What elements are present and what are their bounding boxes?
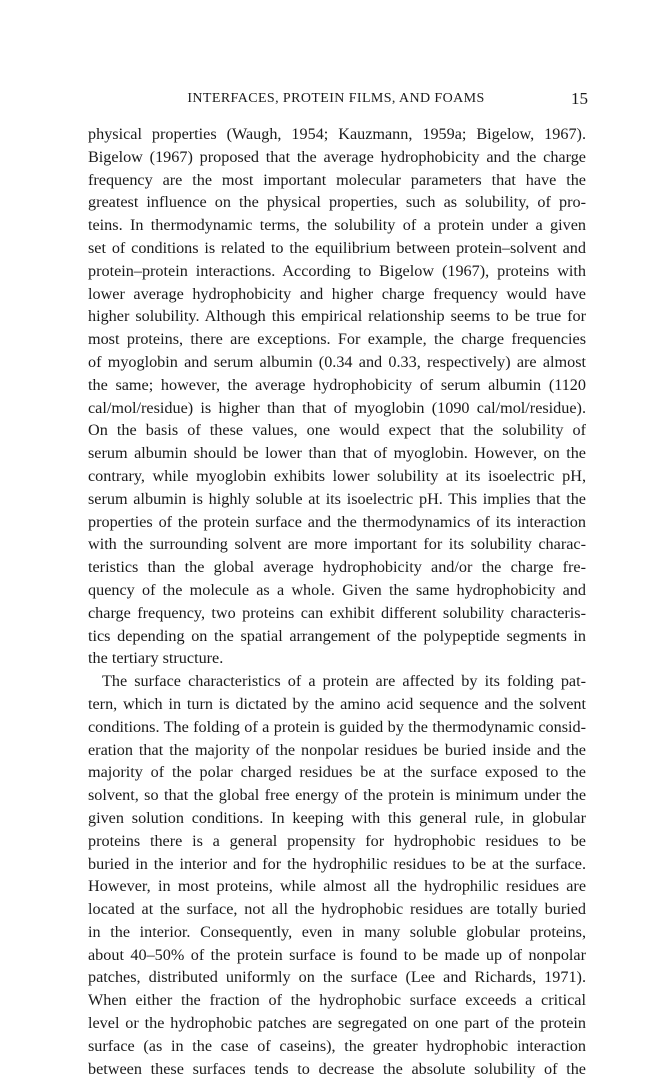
text-line: majority of the polar charged residues be at the surface exposed to the [88, 763, 586, 782]
text-line: conditions. The folding of a protein is guided by the thermodynamic consid- [88, 717, 586, 736]
text-line: solvent, so that the global free energy of the protein is minimum under the [88, 786, 586, 805]
text-line: buried in the interior and for the hydrophilic residues to be at the surface. [88, 854, 586, 873]
text-line: properties of the protein surface and the thermodynamics of its interaction [88, 512, 586, 531]
text-line: serum albumin should be lower than that of myoglobin. However, on the [88, 444, 586, 463]
paragraph [88, 123, 586, 670]
text-line: frequency are the most important molecular parameters that have the [88, 170, 586, 189]
text-line: proteins there is a general propensity for hydrophobic residues to be [88, 831, 586, 850]
text-line: set of conditions is related to the equilibrium between protein–solvent and [88, 238, 586, 257]
text-line: located at the surface, not all the hydrophobic residues are totally buried [88, 900, 586, 919]
text-line: patches, distributed uniformly on the surface (Lee and Richards, 1971). [88, 968, 586, 987]
text-line: most proteins, there are exceptions. For example, the charge frequencies [88, 330, 586, 349]
text-line: in the interior. Consequently, even in many soluble globular proteins, [88, 922, 586, 941]
text-line: serum albumin is highly soluble at its isoelectric pH. This implies that the [88, 489, 586, 508]
text-line: greatest influence on the physical properties, such as solubility, of pro- [88, 193, 586, 212]
text-line: of myoglobin and serum albumin (0.34 and 0.33, respectively) are almost [88, 352, 586, 371]
text-line: given solution conditions. In keeping with this general rule, in globular [88, 808, 586, 827]
text-line: higher solubility. Although this empirical relationship seems to be true for [88, 307, 586, 326]
text-line: between these surfaces tends to decrease the absolute solubility of the [88, 1059, 586, 1078]
text-line: level or the hydrophobic patches are segregated on one part of the protein [88, 1014, 586, 1033]
text-line: tics depending on the spatial arrangement of the polypeptide segments in [88, 626, 586, 645]
body-text [88, 123, 586, 1080]
text-line: tern, which in turn is dictated by the amino acid sequence and the solvent [88, 694, 586, 713]
paragraph [88, 670, 586, 1080]
text-line: about 40–50% of the protein surface is found to be made up of nonpolar [88, 945, 586, 964]
text-line: The surface characteristics of a protein are affected by its folding pat- [102, 672, 586, 691]
text-line: quency of the molecule as a whole. Given the same hydrophobicity and [88, 580, 586, 599]
text-line: the same; however, the average hydrophobicity of serum albumin (1120 [88, 375, 586, 394]
running-title: INTERFACES, PROTEIN FILMS, AND FOAMS [187, 91, 485, 106]
text-line: Bigelow (1967) proposed that the average hydrophobicity and the charge [88, 147, 586, 166]
page-number: 15 [571, 89, 588, 108]
text-line: lower average hydrophobicity and higher charge frequency would have [88, 284, 586, 303]
text-line: On the basis of these values, one would expect that the solubility of [88, 421, 586, 440]
text-line: with the surrounding solvent are more important for its solubility charac- [88, 535, 586, 554]
text-line: the tertiary structure. [88, 649, 224, 668]
text-line: However, in most proteins, while almost all the hydrophilic residues are [88, 877, 586, 896]
text-line: contrary, while myoglobin exhibits lower solubility at its isoelectric pH, [88, 466, 586, 485]
text-line: charge frequency, two proteins can exhibit different solubility characteris- [88, 603, 586, 622]
text-line: physical properties (Waugh, 1954; Kauzmann, 1959a; Bigelow, 1967). [88, 125, 586, 143]
text-line: surface (as in the case of caseins), the greater hydrophobic interaction [88, 1036, 586, 1055]
text-line: eration that the majority of the nonpolar residues be buried inside and the [88, 740, 586, 759]
text-line: When either the fraction of the hydrophobic surface exceeds a critical [88, 991, 586, 1010]
text-line: teins. In thermodynamic terms, the solubility of a protein under a given [88, 216, 586, 235]
text-line: teristics than the global average hydrophobicity and/or the charge fre- [88, 558, 586, 577]
text-line: protein–protein interactions. According to Bigelow (1967), proteins with [88, 261, 586, 280]
text-line: cal/mol/residue) is higher than that of myoglobin (1090 cal/mol/residue). [88, 398, 586, 417]
running-head [88, 88, 588, 110]
